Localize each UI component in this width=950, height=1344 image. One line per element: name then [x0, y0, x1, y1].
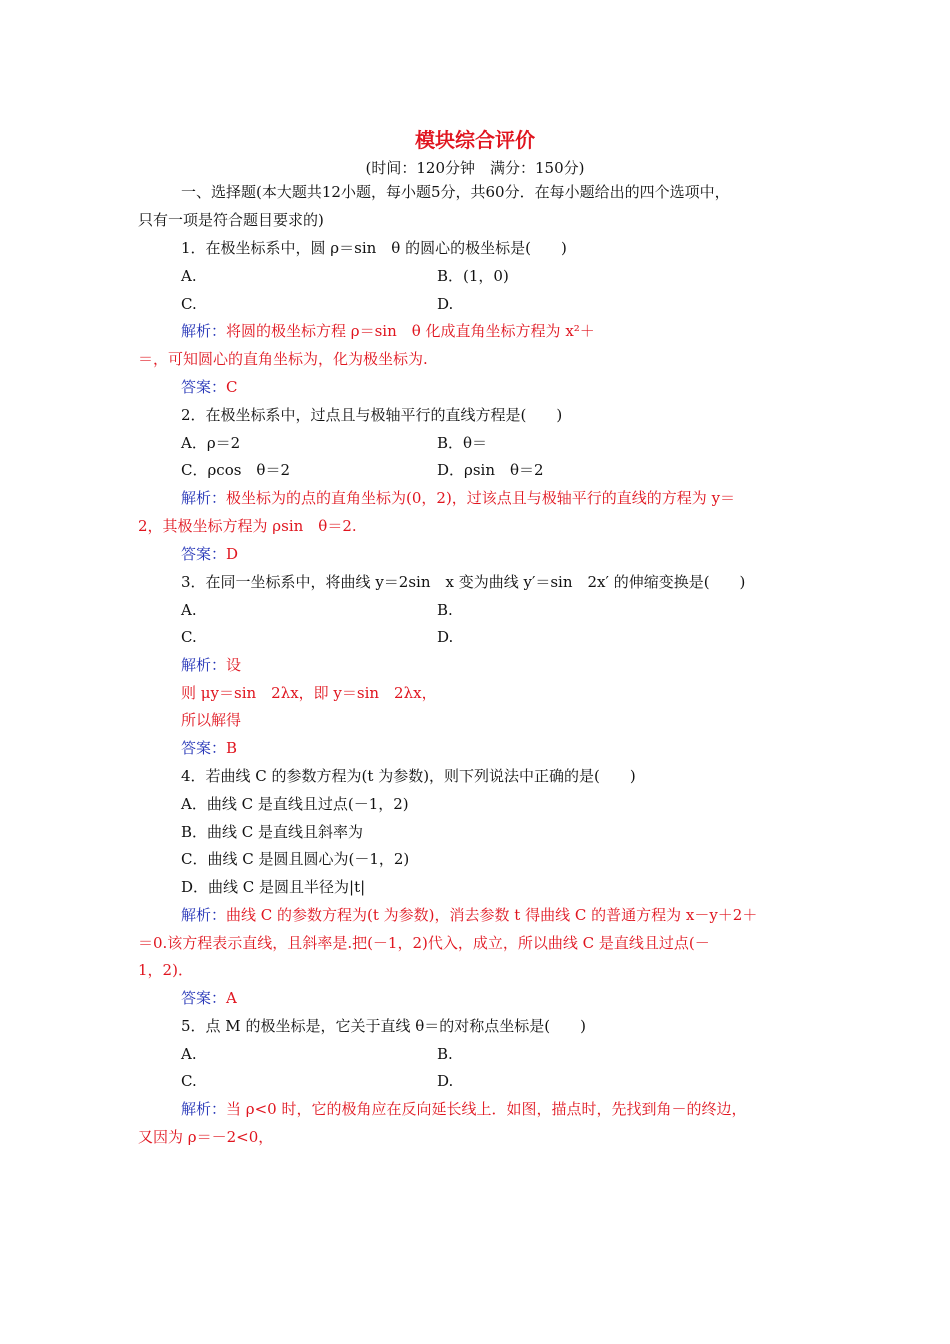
q4-answer-value: A	[226, 989, 237, 1007]
q4-answer-label: 答案：	[181, 989, 227, 1007]
q3-option-c: C.	[181, 628, 197, 646]
q5-solution-line-2: 又因为 ρ＝－2<0，	[138, 1128, 274, 1146]
exam-info: (时间：120分钟 满分：150分)	[365, 159, 585, 177]
q4-solution-line-2: ＝0.该方程表示直线，且斜率是.把(－1，2)代入，成立，所以曲线 C 是直线且过点(－	[138, 934, 710, 952]
q2-option-b: B．θ＝	[437, 434, 488, 452]
q2-solution-text: 极坐标为的点的直角坐标为(0，2)，过该点且与极轴平行的直线的方程为 y＝	[226, 489, 736, 507]
q3-answer	[181, 738, 237, 758]
q3-solution-line-2: 则 μy＝sin 2λx，即 y＝sin 2λx，	[181, 684, 437, 702]
q1-stem: 1．在极坐标系中，圆 ρ＝sin θ 的圆心的极坐标是( )	[181, 239, 567, 257]
q3-solution-line-1	[181, 655, 241, 675]
q3-solution-line-3: 所以解得	[181, 711, 242, 729]
q2-answer	[181, 544, 238, 564]
q1-solution-line-1	[181, 321, 595, 341]
q5-option-d: D.	[437, 1072, 454, 1090]
q1-solution-line-2: ＝，可知圆心的直角坐标为，化为极坐标为.	[138, 350, 428, 368]
q3-answer-value: B	[226, 739, 238, 757]
q5-solution-label: 解析：	[181, 1100, 227, 1118]
q4-solution-line-1	[181, 905, 757, 925]
q2-solution-label: 解析：	[181, 489, 227, 507]
q1-solution-text: 将圆的极坐标方程 ρ＝sin θ 化成直角坐标方程为 x²＋	[226, 322, 595, 340]
q5-stem: 5．点 M 的极坐标是，它关于直线 θ＝的对称点坐标是( )	[181, 1017, 586, 1035]
q2-solution-line-2: 2，其极坐标方程为 ρsin θ＝2.	[138, 517, 357, 535]
q3-answer-label: 答案：	[181, 739, 227, 757]
q1-answer-label: 答案：	[181, 378, 227, 396]
q2-answer-value: D	[226, 545, 239, 563]
page-title: 模块综合评价	[415, 128, 535, 152]
q3-solution-label: 解析：	[181, 656, 227, 674]
q4-answer	[181, 988, 237, 1008]
q3-solution-text: 设	[226, 656, 242, 674]
q4-solution-label: 解析：	[181, 906, 227, 924]
q2-stem: 2．在极坐标系中，过点且与极轴平行的直线方程是( )	[181, 406, 563, 424]
q5-option-c: C.	[181, 1072, 197, 1090]
q1-answer-value: C	[226, 378, 238, 396]
q4-option-c: C．曲线 C 是圆且圆心为(－1，2)	[181, 850, 410, 868]
q4-option-d: D．曲线 C 是圆且半径为|t|	[181, 878, 366, 896]
q3-stem: 3．在同一坐标系中，将曲线 y＝2sin x 变为曲线 y′＝sin 2x′ 的伸缩变换是( )	[181, 573, 746, 591]
q2-option-a: A．ρ＝2	[181, 434, 241, 452]
q2-option-c: C．ρcos θ＝2	[181, 461, 290, 479]
q1-solution-label: 解析：	[181, 322, 227, 340]
q1-option-d: D.	[437, 295, 454, 313]
q1-option-a: A.	[181, 267, 197, 285]
q4-option-a: A．曲线 C 是直线且过点(－1，2)	[181, 795, 409, 813]
section-intro-line-2: 只有一项是符合题目要求的)	[138, 211, 324, 229]
q5-option-a: A.	[181, 1045, 197, 1063]
q4-stem: 4．若曲线 C 的参数方程为(t 为参数)，则下列说法中正确的是( )	[181, 767, 636, 785]
q1-option-b: B．(1，0)	[437, 267, 509, 285]
q4-solution-line-3: 1，2)．	[138, 961, 193, 979]
q1-option-c: C.	[181, 295, 197, 313]
q2-option-d: D．ρsin θ＝2	[437, 461, 544, 479]
q2-solution-line-1	[181, 488, 735, 508]
q4-solution-text: 曲线 C 的参数方程为(t 为参数)，消去参数 t 得曲线 C 的普通方程为 x－y＋2＋	[226, 906, 758, 924]
q3-option-d: D.	[437, 628, 454, 646]
q1-answer	[181, 377, 238, 397]
q2-answer-label: 答案：	[181, 545, 227, 563]
q3-option-b: B.	[437, 601, 453, 619]
q3-option-a: A.	[181, 601, 197, 619]
section-intro-line-1: 一、选择题(本大题共12小题，每小题5分，共60分．在每小题给出的四个选项中，	[181, 183, 730, 201]
q5-option-b: B.	[437, 1045, 453, 1063]
q5-solution-text: 当 ρ<0 时，它的极角应在反向延长线上．如图，描点时，先找到角－的终边，	[226, 1100, 747, 1118]
q4-option-b: B．曲线 C 是直线且斜率为	[181, 823, 364, 841]
q5-solution-line-1	[181, 1099, 747, 1119]
